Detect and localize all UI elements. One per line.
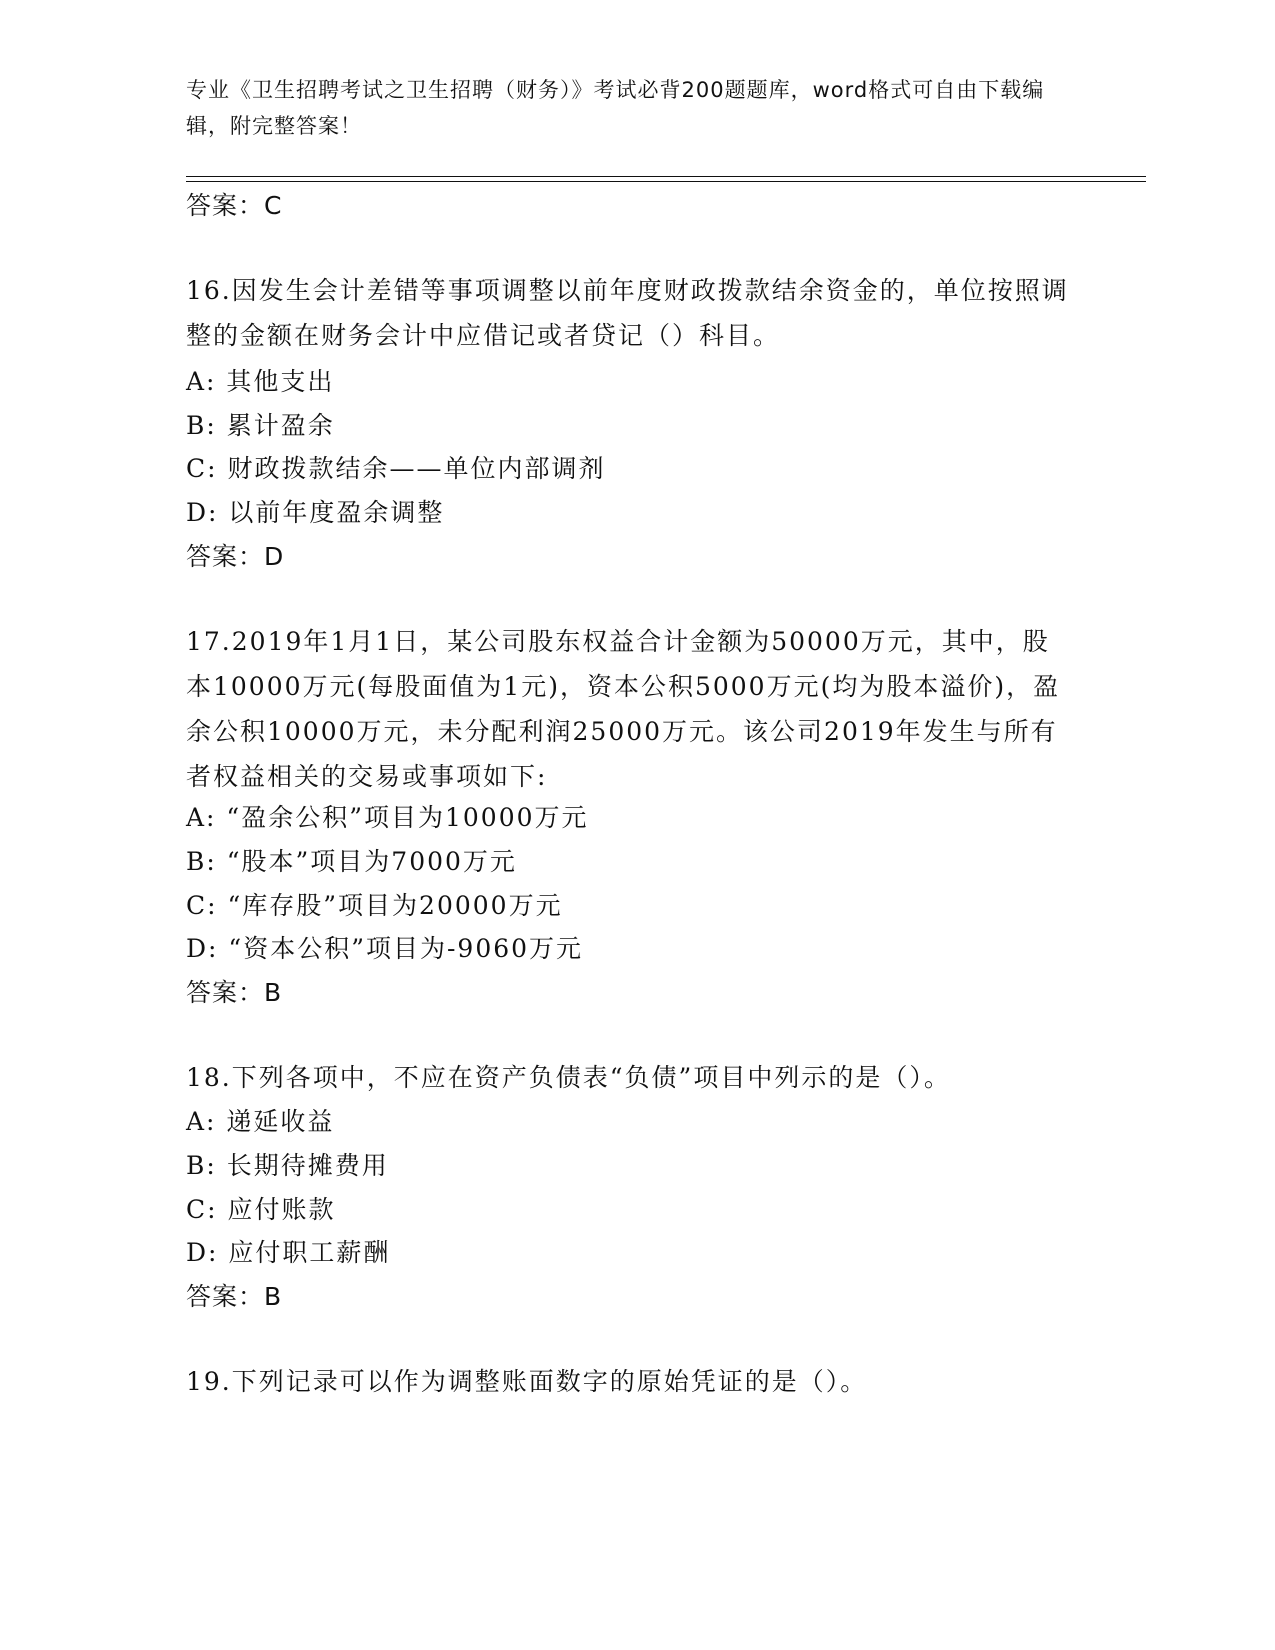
question-17-option-d: D: “资本公积”项目为-9060万元: [186, 934, 584, 963]
question-18-option-d: D: 应付职工薪酬: [186, 1238, 391, 1267]
question-18-option-a: A: 递延收益: [186, 1107, 335, 1136]
question-19-stem: 19.下列记录可以作为调整账面数字的原始凭证的是（）。: [186, 1367, 868, 1396]
question-16-option-c: C: 财政拨款结余——单位内部调剂: [186, 454, 606, 483]
header-divider-bottom: [186, 181, 1146, 182]
document-header: 专业《卫生招聘考试之卫生招聘（财务）》考试必背200题题库，word格式可自由下载编辑，附完整答案！: [186, 78, 1045, 138]
question-18-stem: 18.下列各项中，不应在资产负债表“负债”项目中列示的是（）。: [186, 1063, 951, 1092]
question-17-option-c: C: “库存股”项目为20000万元: [186, 891, 563, 920]
question-17-option-a: A: “盈余公积”项目为10000万元: [186, 803, 589, 832]
question-18-option-c: C: 应付账款: [186, 1195, 336, 1224]
question-17-option-b: B: “股本”项目为7000万元: [186, 847, 517, 876]
question-18-option-b: B: 长期待摊费用: [186, 1151, 389, 1180]
question-16-option-b: B: 累计盈余: [186, 411, 335, 440]
question-17-answer: 答案：B: [186, 978, 283, 1007]
question-16-option-d: D: 以前年度盈余调整: [186, 498, 445, 527]
question-18-answer: 答案：B: [186, 1282, 283, 1311]
previous-answer: 答案：C: [186, 191, 283, 220]
question-16-stem: 16.因发生会计差错等事项调整以前年度财政拨款结余资金的，单位按照调整的金额在财务会计中应借记或者贷记（）科目。: [186, 276, 1069, 350]
question-16-option-a: A: 其他支出: [186, 367, 335, 396]
question-17-stem: 17.2019年1月1日，某公司股东权益合计金额为50000万元，其中，股本10000万元(每股面值为1元)，资本公积5000万元(均为股本溢价)，盈余公积10000万元，未分配利润25000万元。该公司2019年发生与所有者权益相关的交易或事项如下:: [186, 627, 1061, 791]
header-divider-top: [186, 176, 1146, 177]
question-16-answer: 答案：D: [186, 542, 285, 571]
